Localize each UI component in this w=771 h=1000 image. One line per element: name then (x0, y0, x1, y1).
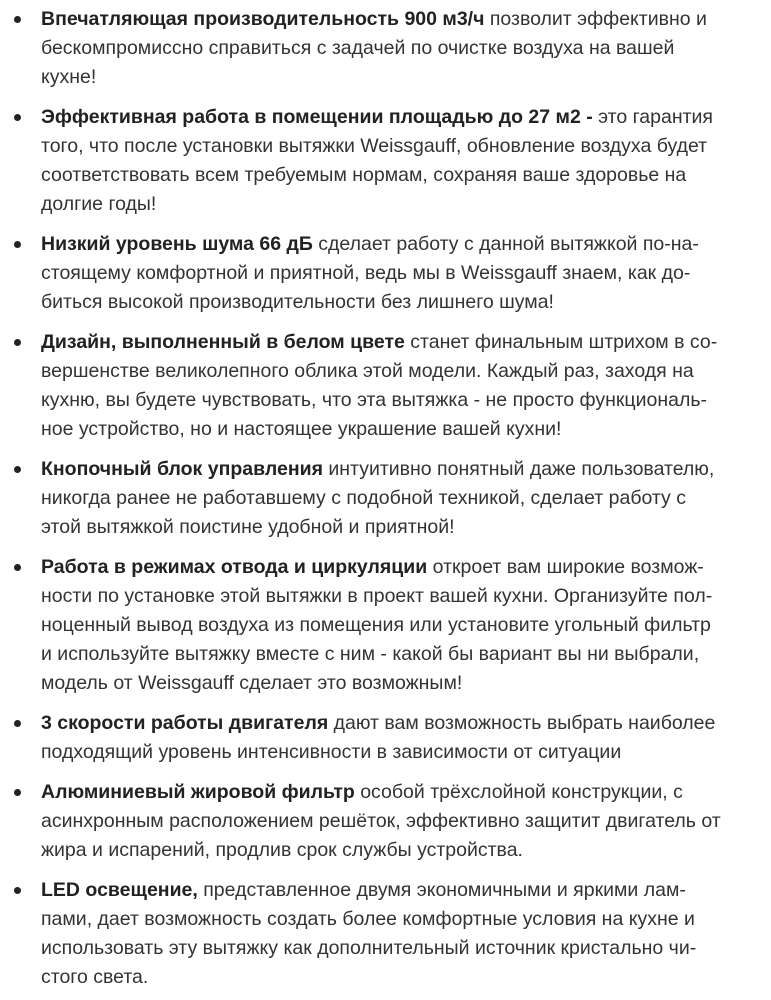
feature-line: модель от Weissgauff сделает это возможным! (41, 672, 463, 694)
feature-title: 3 скорости работы двигателя (41, 712, 329, 734)
feature-line: этой вытяжкой поистине удобной и приятной! (41, 516, 455, 538)
feature-text: откроет вам широкие возмож- (427, 556, 704, 578)
feature-item-design (41, 328, 756, 444)
feature-text: дают вам возможность выбрать наиболее (328, 712, 716, 734)
feature-line: вершенстве великолепного облика этой модели. Каждый раз, заходя на (41, 360, 694, 382)
feature-item-controls (41, 455, 756, 542)
feature-line: никогда ранее не работавшему с подобной техникой, сделает работу с (41, 487, 686, 509)
feature-line (41, 709, 756, 738)
feature-text: это гарантия (592, 106, 713, 128)
feature-title: Работа в режимах отвода и циркуляции (41, 556, 428, 578)
feature-item-speeds (41, 709, 756, 767)
feature-line: асинхронным расположением решёток, эффективно защитит двигатель от (41, 810, 721, 832)
feature-text: сделает работу с данной вытяжкой по-на- (312, 233, 699, 255)
feature-line: того, что после установки вытяжки Weissgauff, обновление воздуха будет (41, 135, 708, 157)
feature-item-modes (41, 553, 756, 698)
feature-text: станет финальным штрихом в со- (404, 331, 718, 353)
feature-item-performance (41, 5, 756, 92)
feature-title: Дизайн, выполненный в белом цвете (41, 331, 405, 353)
feature-line (41, 103, 756, 132)
bullet-icon (14, 789, 21, 796)
bullet-icon (14, 887, 21, 894)
feature-line: стого света. (41, 966, 149, 988)
feature-line: кухне! (41, 66, 97, 88)
bullet-icon (14, 720, 21, 727)
feature-line: долгие годы! (41, 193, 157, 215)
feature-title: Алюминиевый жировой фильтр (41, 781, 355, 803)
bullet-icon (14, 16, 21, 23)
feature-text: представленное двумя экономичными и яркими лам- (197, 879, 686, 901)
feature-line: ности по установке этой вытяжки в проект вашей кухни. Организуйте пол- (41, 585, 713, 607)
bullet-icon (14, 466, 21, 473)
feature-line (41, 5, 756, 34)
bullet-icon (14, 564, 21, 571)
bullet-icon (14, 114, 21, 121)
feature-line: использовать эту вытяжку как дополнительный источник кристально чи- (41, 937, 697, 959)
feature-title: Низкий уровень шума 66 дБ (41, 233, 313, 255)
feature-item-filter (41, 778, 756, 865)
feature-line: соответствовать всем требуемым нормам, сохраняя ваше здоровье на (41, 164, 687, 186)
feature-title: LED освещение, (41, 879, 198, 901)
feature-line: ноценный вывод воздуха из помещения или установите угольный фильтр (41, 614, 711, 636)
feature-title: Эффективная работа в помещении площадью до 27 м2 - (41, 106, 593, 128)
feature-line: пами, дает возможность создать более комфортные условия на кухне и (41, 908, 695, 930)
feature-line (41, 778, 756, 807)
feature-line (41, 230, 756, 259)
feature-text: интуитивно понятный даже пользователю, (322, 458, 715, 480)
feature-item-area (41, 103, 756, 219)
feature-line (41, 455, 756, 484)
feature-line (41, 876, 756, 905)
feature-line: ное устройство, но и настоящее украшение вашей кухни! (41, 418, 562, 440)
feature-text: позволит эффективно и (484, 8, 707, 30)
feature-text: особой трёхслойной конструкции, с (354, 781, 683, 803)
feature-line: и используйте вытяжку вместе с ним - какой бы вариант вы ни выбрали, (41, 643, 700, 665)
feature-title: Впечатляющая производительность 900 м3/ч (41, 8, 485, 30)
feature-line: кухню, вы будете чувствовать, что эта вытяжка - не просто функциональ- (41, 389, 707, 411)
feature-item-noise (41, 230, 756, 317)
feature-line: жира и испарений, продлив срок службы устройства. (41, 839, 523, 861)
feature-title: Кнопочный блок управления (41, 458, 323, 480)
feature-line (41, 553, 756, 582)
feature-line: биться высокой производительности без лишнего шума! (41, 291, 554, 313)
feature-line: подходящий уровень интенсивности в зависимости от ситуации (41, 741, 622, 763)
feature-line (41, 328, 756, 357)
bullet-icon (14, 339, 21, 346)
feature-item-lighting (41, 876, 756, 992)
bullet-icon (14, 241, 21, 248)
feature-line: бескомпромиссно справиться с задачей по очистке воздуха на вашей (41, 37, 675, 59)
feature-line: стоящему комфортной и приятной, ведь мы в Weissgauff знаем, как до- (41, 262, 691, 284)
